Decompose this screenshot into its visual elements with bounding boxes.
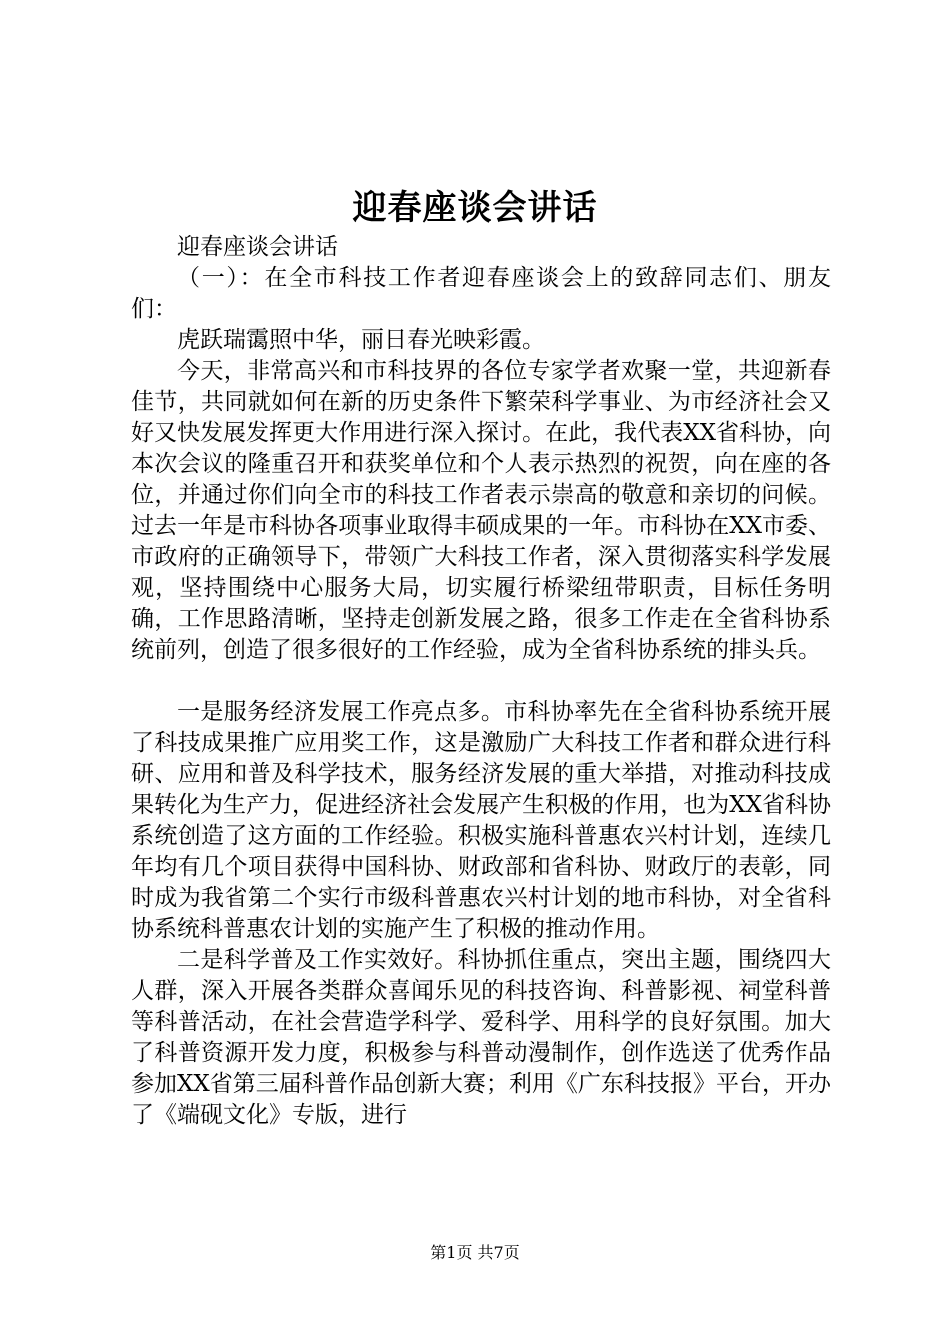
body-paragraph-2: 一是服务经济发展工作亮点多。市科协率先在全省科协系统开展了科技成果推广应用奖工作，这是激励广大科技工作者和群众进行科研、应用和普及科学技术，服务经济发展的重大举措，对推动科技成果转化为生产力，促进经济社会发展产生积极的作用，也为XX省科协系统创造了这方面的工作经验。积极实施科普惠农兴村计划，连续几年均有几个项目获得中国科协、财政部和省科协、财政厅的表彰，同时成为我省第二个实行市级科普惠农兴村计划的地市科协，对全省科协系统科普惠农计划的实施产生了积极的推动作用。 (131, 699, 831, 942)
document-body (131, 232, 831, 1131)
body-paragraph-1: 今天，非常高兴和市科技界的各位专家学者欢聚一堂，共迎新春佳节，共同就如何在新的历史条件下繁荣科学事业、为市经济社会又好又快发展发挥更大作用进行深入探讨。在此，我代表XX省科协，向本次会议的隆重召开和获奖单位和个人表示热烈的祝贺，向在座的各位，并通过你们向全市的科技工作者表示崇高的敬意和亲切的问候。过去一年是市科协各项事业取得丰硕成果的一年。市科协在XX市委、市政府的正确领导下，带领广大科技工作者，深入贯彻落实科学发展观，坚持围绕中心服务大局，切实履行桥梁纽带职责，目标任务明确，工作思路清晰，坚持走创新发展之路，很多工作走在全省科协系统前列，创造了很多很好的工作经验，成为全省科协系统的排头兵。 (131, 358, 831, 663)
opening-verse-paragraph: 虎跃瑞霭照中华，丽日春光映彩霞。 (177, 327, 545, 353)
subtitle-paragraph: 迎春座谈会讲话 (177, 234, 338, 260)
body-paragraph-3: 二是科学普及工作实效好。科协抓住重点，突出主题，围绕四大人群，深入开展各类群众喜闻乐见的科技咨询、科普影视、祠堂科普等科普活动，在社会营造学科学、爱科学、用科学的良好氛围。加大了科普资源开发力度，积极参与科普动漫制作，创作选送了优秀作品参加XX省第三届科普作品创新大赛；利用《广东科技报》平台，开办了《端砚文化》专版，进行 (131, 947, 831, 1128)
salutation-paragraph: （一）：在全市科技工作者迎春座谈会上的致辞同志们、朋友们： (131, 265, 831, 322)
page-footer: 第1页 共7页 (430, 1243, 520, 1262)
document-title: 迎春座谈会讲话 (352, 188, 598, 228)
